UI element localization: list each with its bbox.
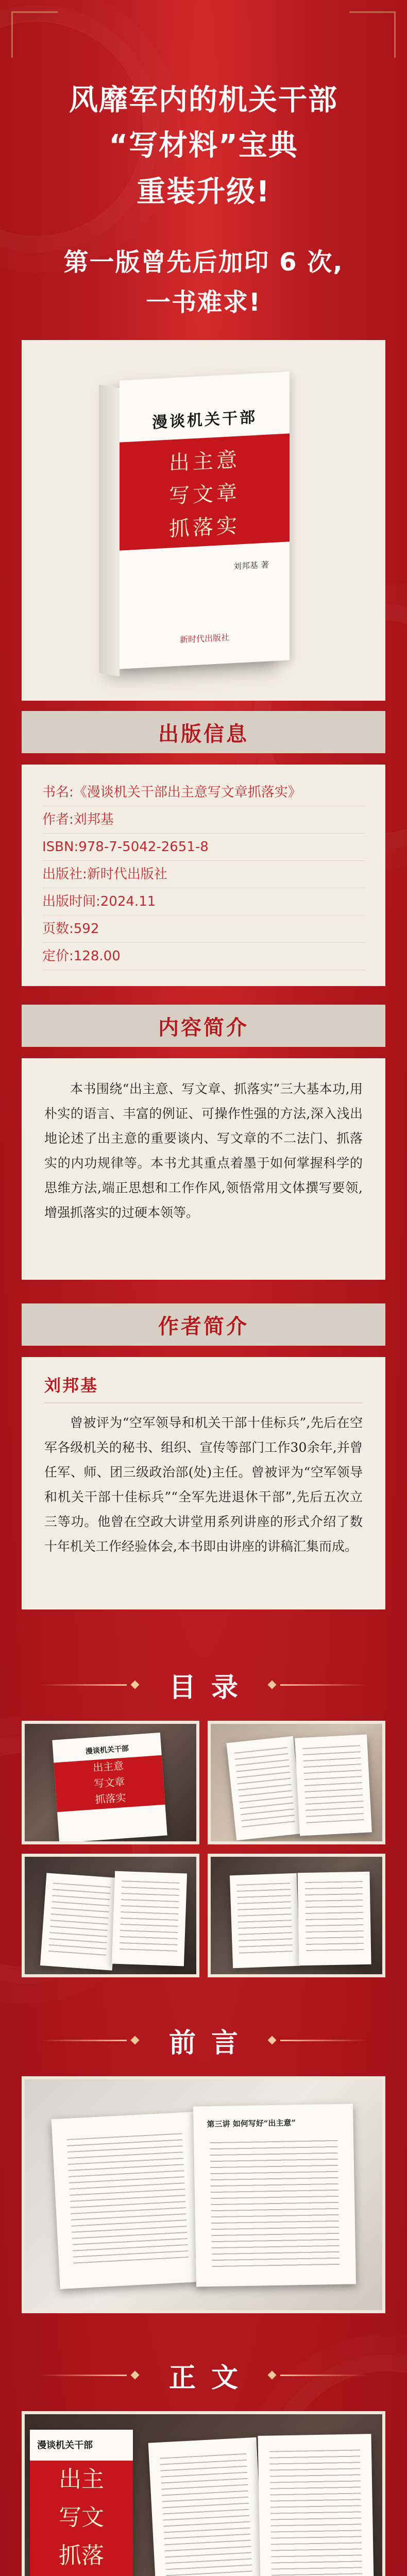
open-page-right (295, 1734, 372, 1836)
divider-line (39, 2040, 127, 2041)
book-cover-band-line: 写文章 (169, 481, 240, 509)
book-cover-band-line: 出主意 (169, 448, 240, 476)
toc-photo-2 (208, 1721, 385, 1844)
body-text-photo (22, 2411, 385, 2576)
corner-ornament (349, 11, 396, 58)
publication-info-title: 出版信息 (158, 722, 249, 746)
author-header (22, 1303, 385, 1346)
info-row-pages: 页数:592 (42, 916, 365, 943)
page-text-lines (48, 1883, 110, 1958)
page-text-lines (160, 2453, 255, 2576)
open-page-left (226, 1736, 303, 1841)
mini-cover-band-line: 抓落实 (94, 1791, 127, 1806)
summary-header (22, 1005, 385, 1047)
info-row-isbn: ISBN:978-7-5042-2651-8 (42, 834, 365, 861)
publication-info-header (22, 711, 385, 753)
book-mini-cover (30, 2430, 133, 2576)
book-cover-band-line: 抓落实 (169, 514, 240, 541)
book-cover-panel (22, 340, 385, 701)
info-row-author: 作者:刘邦基 (42, 806, 365, 834)
page-text-lines (67, 2133, 189, 2267)
hero-headline-1: 风靡军内的机关干部 (69, 83, 338, 117)
toc-photo-4 (208, 1854, 385, 1977)
summary-box (22, 1058, 385, 1280)
mini-cover-band-line: 抓落 (59, 2543, 104, 2569)
divider-diamond (268, 1681, 277, 1689)
book-cover-image (120, 371, 290, 669)
mini-cover-band-line: 写文 (59, 2504, 104, 2531)
open-page-left (148, 2437, 267, 2576)
toc-photo-1 (22, 1721, 199, 1844)
divider-diamond (130, 1681, 139, 1689)
open-page-left (40, 1873, 118, 1970)
page-text-lines (305, 1881, 364, 1954)
open-page-right (258, 2434, 375, 2576)
divider-diamond (268, 2036, 277, 2045)
author-name: 刘邦基 (44, 1372, 363, 1403)
mini-cover-band (54, 1755, 165, 1812)
open-page-right (297, 1872, 371, 1965)
divider-diamond (130, 2371, 139, 2380)
publication-info-list (22, 765, 385, 985)
preface-photo (22, 2076, 385, 2313)
divider-line (280, 2040, 368, 2041)
divider-diamond (268, 2371, 277, 2380)
mini-cover-band-line: 出主 (59, 2466, 104, 2493)
book-cover-title: 漫谈机关干部 (152, 408, 257, 432)
preface-title: 前言 (168, 2027, 253, 2059)
page-text-lines (234, 1747, 295, 1829)
publication-info-box (22, 765, 385, 986)
mini-cover-band-line: 出主意 (92, 1759, 124, 1774)
toc-photo-3 (22, 1854, 199, 1977)
divider-line (39, 2375, 127, 2376)
book-cover-author: 刘邦基 著 (233, 560, 269, 572)
summary-paragraph: 本书围绕“出主意、写文章、抓落实”三大基本功,用朴实的语言、丰富的例证、可操作性强的方法,深入浅出地论述了出主意的重要谈内、写文章的不二法门、抓落实的内功规律等。本书尤其重点着墨于如何掌握科学的思维方法,端正思想和工作作风,领悟常用文体撰写要领,增强抓落实的过硬本领等。 (44, 1081, 363, 1220)
book-spine (99, 384, 120, 676)
hero-headline-2: “写材料”宝典 (109, 129, 298, 162)
summary-title: 内容简介 (158, 1015, 249, 1040)
page-text-lines (237, 1883, 293, 1957)
hero-subheadline-1: 第一版曾先后加印 6 次, (63, 248, 344, 277)
info-row-price: 定价:128.00 (42, 943, 365, 970)
book-cover-band (120, 433, 290, 550)
body-text-heading (0, 2354, 407, 2396)
body-text-title: 正文 (168, 2362, 253, 2394)
page-text-lines (120, 1880, 180, 1955)
mini-cover-band (30, 2461, 133, 2576)
toc-heading (0, 1664, 407, 1705)
page-text-lines (210, 2140, 340, 2271)
mini-cover-title: 漫谈机关干部 (37, 2440, 93, 2451)
preface-heading (0, 2020, 407, 2061)
open-page-right (193, 2104, 356, 2286)
hero-subheadline-2: 一书难求! (146, 288, 261, 317)
page-text-lines (269, 2449, 363, 2576)
divider-diamond (130, 2036, 139, 2045)
mini-cover-title: 漫谈机关干部 (85, 1744, 129, 1756)
author-box (22, 1357, 385, 1609)
author-title: 作者简介 (158, 1314, 249, 1338)
hero-headline-3: 重装升级! (137, 175, 270, 209)
open-page-left (230, 1873, 300, 1968)
divider-line (280, 1684, 368, 1686)
open-page-right (112, 1871, 187, 1967)
info-row-title: 书名:《漫谈机关干部出主意写文章抓落实》 (42, 779, 365, 806)
corner-ornament (11, 11, 58, 58)
page-text-lines (302, 1745, 364, 1825)
divider-line (280, 2375, 368, 2376)
book-cover-publisher: 新时代出版社 (179, 632, 229, 645)
mini-cover-band-line: 写文章 (93, 1775, 126, 1790)
book-mini-cover (52, 1733, 167, 1843)
author-bio: 曾被评为“空军领导和机关干部十佳标兵”,先后在空军各级机关的秘书、组织、宣传等部门工作30余年,并曾任军、师、团三级政治部(处)主任。曾被评为“空军领导和机关干部十佳标兵”“全军先进退休干部”,先后五次立三等功。他曾在空政大讲堂用系列讲座的形式介绍了数十年机关工作经验体会,本书即由讲座的讲稿汇集而成。 (44, 1415, 363, 1554)
open-page-left (52, 2112, 205, 2289)
divider-line (39, 1684, 127, 1686)
spread-title: 第三讲 如何写好“出主意” (207, 2118, 296, 2129)
info-row-publisher: 出版社:新时代出版社 (42, 861, 365, 888)
toc-title: 目录 (168, 1672, 253, 1703)
info-row-date: 出版时间:2024.11 (42, 888, 365, 916)
